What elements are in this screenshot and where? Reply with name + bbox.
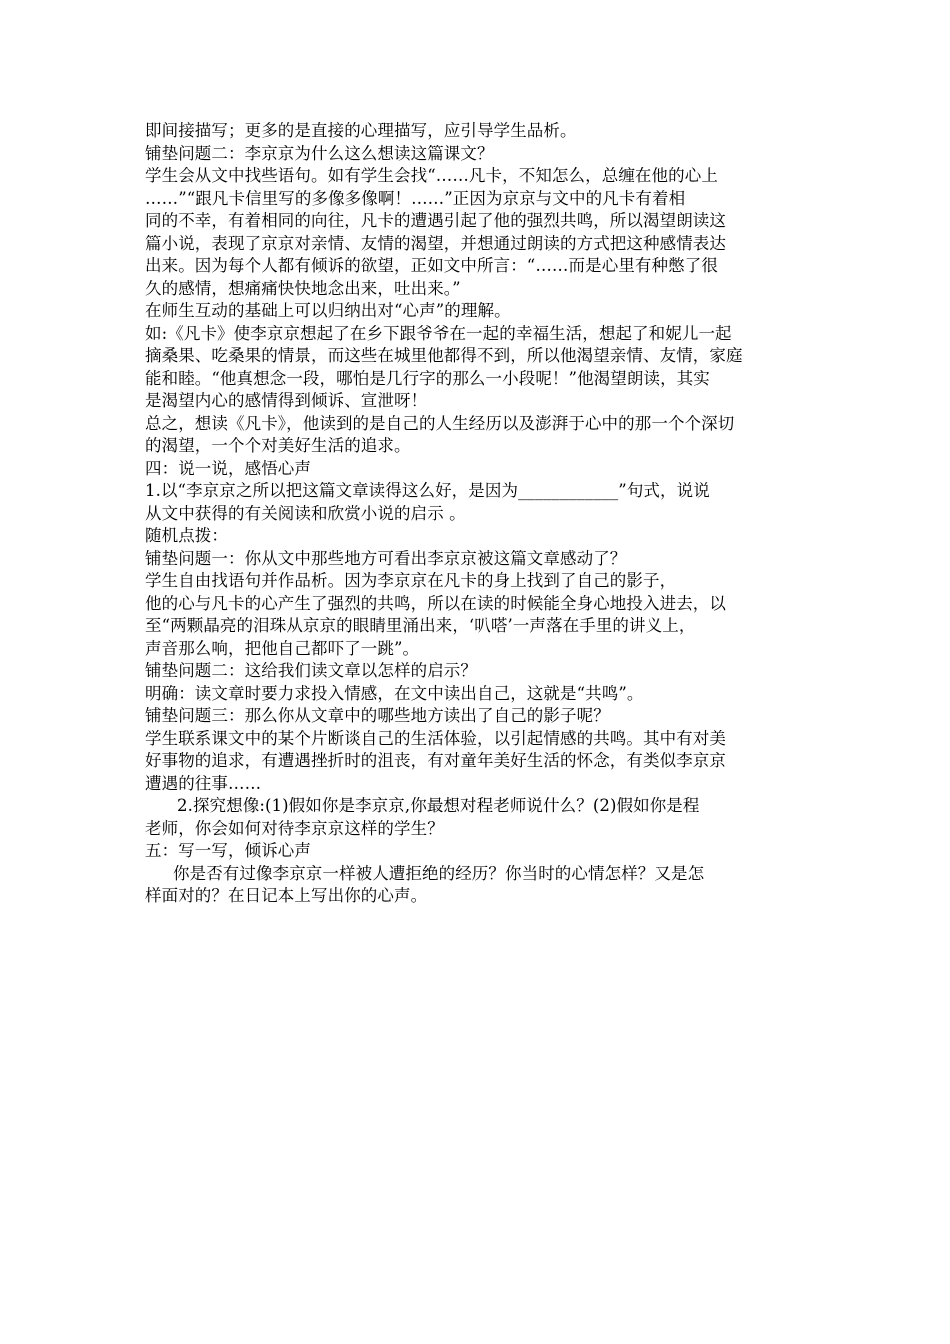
text-line: 摘桑果、吃桑果的情景，而这些在城里他都得不到，所以他渴望亲情、友情，家庭 <box>145 346 743 365</box>
text-line: 铺垫问题二：这给我们读文章以怎样的启示？ <box>145 661 477 680</box>
text-line: 好事物的追求，有遭遇挫折时的沮丧，有对童年美好生活的怀念，有类似李京京 <box>145 751 726 770</box>
text-line: 他的心与凡卡的心产生了强烈的共鸣，所以在读的时候能全身心地投入进去，以 <box>145 593 726 613</box>
text-line: 如:《凡卡》使李京京想起了在乡下跟爷爷在一起的幸福生活，想起了和妮儿一起 <box>145 323 732 343</box>
text-line: 老师，你会如何对待李京京这样的学生？ <box>145 818 444 838</box>
text-line: 出来。因为每个人都有倾诉的欲望，正如文中所言：“……而是心里有种憋了很 <box>145 256 718 275</box>
text-line: 声音那么响，把他自己都吓了一跳”。 <box>145 638 420 658</box>
text-line: 学生联系课文中的某个片断谈自己的生活体验，以引起情感的共鸣。其中有对美 <box>145 728 726 748</box>
text-line: 的渴望，一个个对美好生活的追求。 <box>145 436 411 455</box>
text-line: 至“两颗晶亮的泪珠从京京的眼睛里涌出来，‘叭嗒’一声落在手里的讲义上， <box>145 616 696 635</box>
text-line: 即间接描写；更多的是直接的心理描写，应引导学生品析。 <box>145 121 577 140</box>
text-line: 同的不幸，有着相同的向往，凡卡的遭遇引起了他的强烈共鸣，所以渴望朗读这 <box>145 211 726 230</box>
text-line: 随机点拨： <box>145 526 228 545</box>
text-line: 学生自由找语句并作品析。因为李京京在凡卡的身上找到了自己的影子， <box>145 571 677 590</box>
document-page <box>145 120 810 908</box>
text-line: 是渴望内心的感情得到倾诉、宣泄呀！ <box>145 391 428 410</box>
text-line: 篇小说，表现了京京对亲情、友情的渴望，并想通过朗读的方式把这种感情表达 <box>145 233 726 253</box>
text-line: 铺垫问题一：你从文中那些地方可看出李京京被这篇文章感动了？ <box>145 548 627 568</box>
text-line: 总之，想读《凡卡》，他读到的是自己的人生经历以及澎湃于心中的那一个个深切 <box>145 413 735 433</box>
text-line: 遭遇的往事…… <box>145 773 262 793</box>
text-line: 从文中获得的有关阅读和欣赏小说的启示 。 <box>145 503 466 523</box>
text-line: 2.探究想像:(1)假如你是李京京,你最想对程老师说什么？(2)假如你是程 <box>177 796 700 815</box>
text-line: 学生会从文中找些语句。如有学生会找“……凡卡，不知怎么，总缠在他的心上 <box>145 166 718 185</box>
text-line: 铺垫问题三：那么你从文章中的哪些地方读出了自己的影子呢？ <box>145 706 610 725</box>
text-line: 久的感情，想痛痛快快地念出来，吐出来。” <box>145 278 461 298</box>
text-line: 样面对的？在日记本上写出你的心声。 <box>145 886 428 905</box>
text-line: ……”“跟凡卡信里写的多像多像啊！……”正因为京京与文中的凡卡有着相 <box>145 188 686 208</box>
section-heading: 五：写一写，倾诉心声 <box>145 841 311 860</box>
text-line: 在师生互动的基础上可以归纳出对“心声”的理解。 <box>145 301 511 320</box>
text-line: 铺垫问题二：李京京为什么这么想读这篇课文？ <box>145 143 494 163</box>
text-line: 1.以“李京京之所以把这篇文章读得这么好，是因为____________”句式，说说 <box>145 481 710 500</box>
section-heading: 四：说一说，感悟心声 <box>145 458 311 478</box>
text-line: 能和睦。“他真想念一段，哪怕是几行字的那么一小段呢！”他渴望朗读，其实 <box>145 368 710 388</box>
text-line: 你是否有过像李京京一样被人遭拒绝的经历？你当时的心情怎样？又是怎 <box>173 863 705 883</box>
text-line: 明确：读文章时要力求投入情感，在文中读出自己，这就是“共鸣”。 <box>145 683 644 703</box>
